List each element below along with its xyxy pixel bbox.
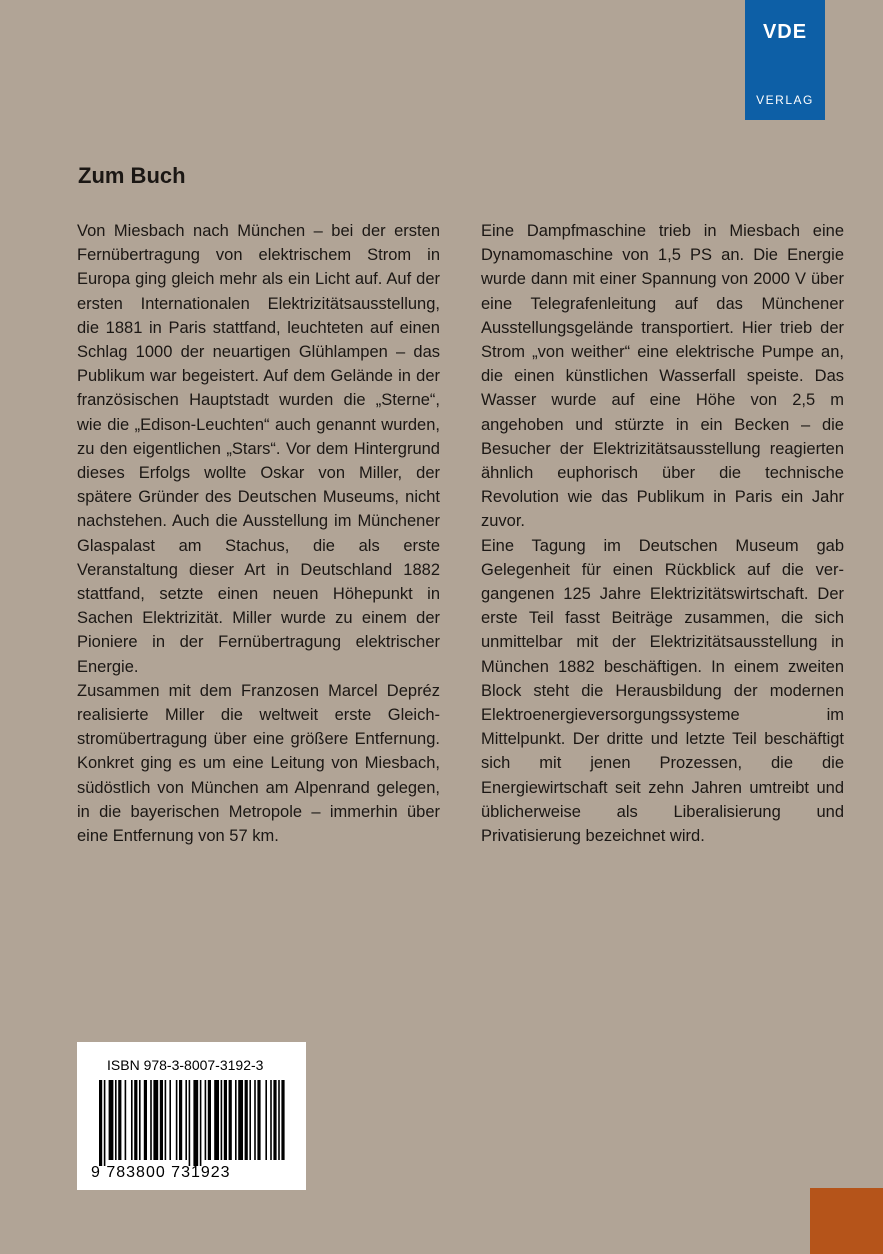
paragraph: Eine Tagung im Deutschen Museum gab Gelegenheit für einen Rückblick auf die vergangenen 125 Jahre Elektrizitätswirtschaft. Der erste Teil fasst Beiträge zusammen, die sich unmittelbar mit der Elektrizitätsausstellung in München 1882 beschäftigen. In einem zweiten Block steht die Herausbildung der modernen Elektroenergieversorgungssysteme im Mittelpunkt. Der dritte und letzte Teil beschäftigt sich mit jenen Prozessen, die die Energiewirtschaft seit zehn Jahren umtreibt und üblicherweise als Liberalisierung und Privatisierung bezeichnet wird. [481, 536, 844, 846]
barcode-bar [235, 1080, 237, 1160]
barcode-bar [224, 1080, 227, 1160]
barcode-bar [214, 1080, 219, 1160]
barcode-bar [165, 1080, 167, 1160]
barcode-bar [169, 1080, 171, 1160]
barcode-bar [273, 1080, 276, 1160]
barcode-bar [281, 1080, 284, 1160]
barcode-bar [115, 1080, 117, 1160]
barcode-bar [249, 1080, 251, 1160]
vde-verlag-logo [745, 0, 825, 120]
barcode-bar [176, 1080, 178, 1160]
barcode-bar [278, 1080, 280, 1160]
barcode-bar [131, 1080, 133, 1160]
barcode-bar [200, 1080, 202, 1166]
isbn-label: ISBN 978-3-8007-3192-3 [107, 1057, 264, 1073]
section-title: Zum Buch [78, 163, 186, 188]
barcode-bar [221, 1080, 223, 1160]
barcode-bar [238, 1080, 243, 1160]
barcode-bar [257, 1080, 260, 1160]
paragraph: Eine Dampfmaschine trieb in Miesbach eine Dynamomaschine von 1,5 PS an. Die Energie wurde dann mit einer Spannung von 2000 V über eine Telegrafenleitung auf das Münchener Ausstellungsgelände transportiert. Hier trieb der Strom „von weither“ eine elektrische Pumpe an, die einen künstlichen Wasserfall speiste. Das Wasser wurde auf eine Höhe von 2,5 m angehoben und stürzte in ein Becken – die Besucher der Elektrizitätsausstellung reagierten ähnlich euphorisch über die technische Revolution wie das Publikum in Paris ein Jahr zuvor. [481, 222, 844, 531]
ean-digits: 9 783800 731923 [91, 1164, 231, 1181]
barcode-bar [179, 1080, 182, 1160]
barcode-bar [144, 1080, 147, 1160]
corner-accent-block [810, 1188, 883, 1254]
barcode-bar [134, 1080, 137, 1160]
barcode-bar [99, 1080, 102, 1166]
barcode-bar [104, 1080, 106, 1166]
barcode-bar [118, 1080, 121, 1160]
isbn-barcode-box [77, 1042, 306, 1190]
barcode-image [97, 1080, 287, 1166]
barcode-bar [270, 1080, 272, 1160]
barcode-bar [139, 1080, 141, 1160]
barcode-bar [193, 1080, 198, 1166]
barcode-bar [125, 1080, 127, 1160]
barcode-bar [208, 1080, 211, 1160]
left-text-column [77, 219, 440, 848]
right-text-column [481, 219, 844, 848]
logo-sub-text: VERLAG [756, 93, 814, 107]
barcode-bar [153, 1080, 158, 1160]
logo-main-text: VDE [762, 21, 808, 43]
barcode-bar [185, 1080, 187, 1160]
paragraph: Von Miesbach nach München – bei der ersten Fernübertragung von elektrischem Strom in Europa ging gleich mehr als ein Licht auf. Auf der ersten Internationalen Elektrizitätsausstellung, die 1881 in Paris stattfand, leuchteten auf einen Schlag 1000 der neuartigen Glühlampen – das Publikum war begeistert. Auf dem Gelände in der französischen Hauptstadt wurden die „Sterne“, wie die „Edison-Leuchten“ auch genannt wurden, zu den eigentlichen „Stars“. Vor dem Hintergrund dieses Erfolgs wollte Oskar von Miller, der spätere Gründer des Deutschen Museums, nicht nachstehen. Auch die Ausstellung im Münchener Glaspalast am Stachus, die als erste Veranstaltung dieser Art in Deutschland 1882 stattfand, setzte einen neuen Höhepunkt in Sachen Elektrizität. Miller wurde zu einem der Pioniere in der Fernübertragung elektrischer Energie. [77, 222, 440, 676]
barcode-bar [160, 1080, 163, 1160]
barcode-bar [189, 1080, 191, 1166]
barcode-bar [254, 1080, 256, 1160]
barcode-bar [229, 1080, 232, 1160]
barcode-bar [109, 1080, 114, 1160]
barcode-bar [205, 1080, 207, 1160]
paragraph: Zusammen mit dem Franzosen Marcel Depréz realisierte Miller die weltweit erste Gleichstromübertragung über eine größere Entfernung. Konkret ging es um eine Leitung von Miesbach, südöstlich von München am Alpenrand gelegen, in die bayerischen Metropole – immerhin über eine Entfernung von 57 km. [77, 681, 440, 846]
barcode-bar [245, 1080, 248, 1160]
barcode-bar [265, 1080, 267, 1160]
barcode-bar [150, 1080, 152, 1160]
